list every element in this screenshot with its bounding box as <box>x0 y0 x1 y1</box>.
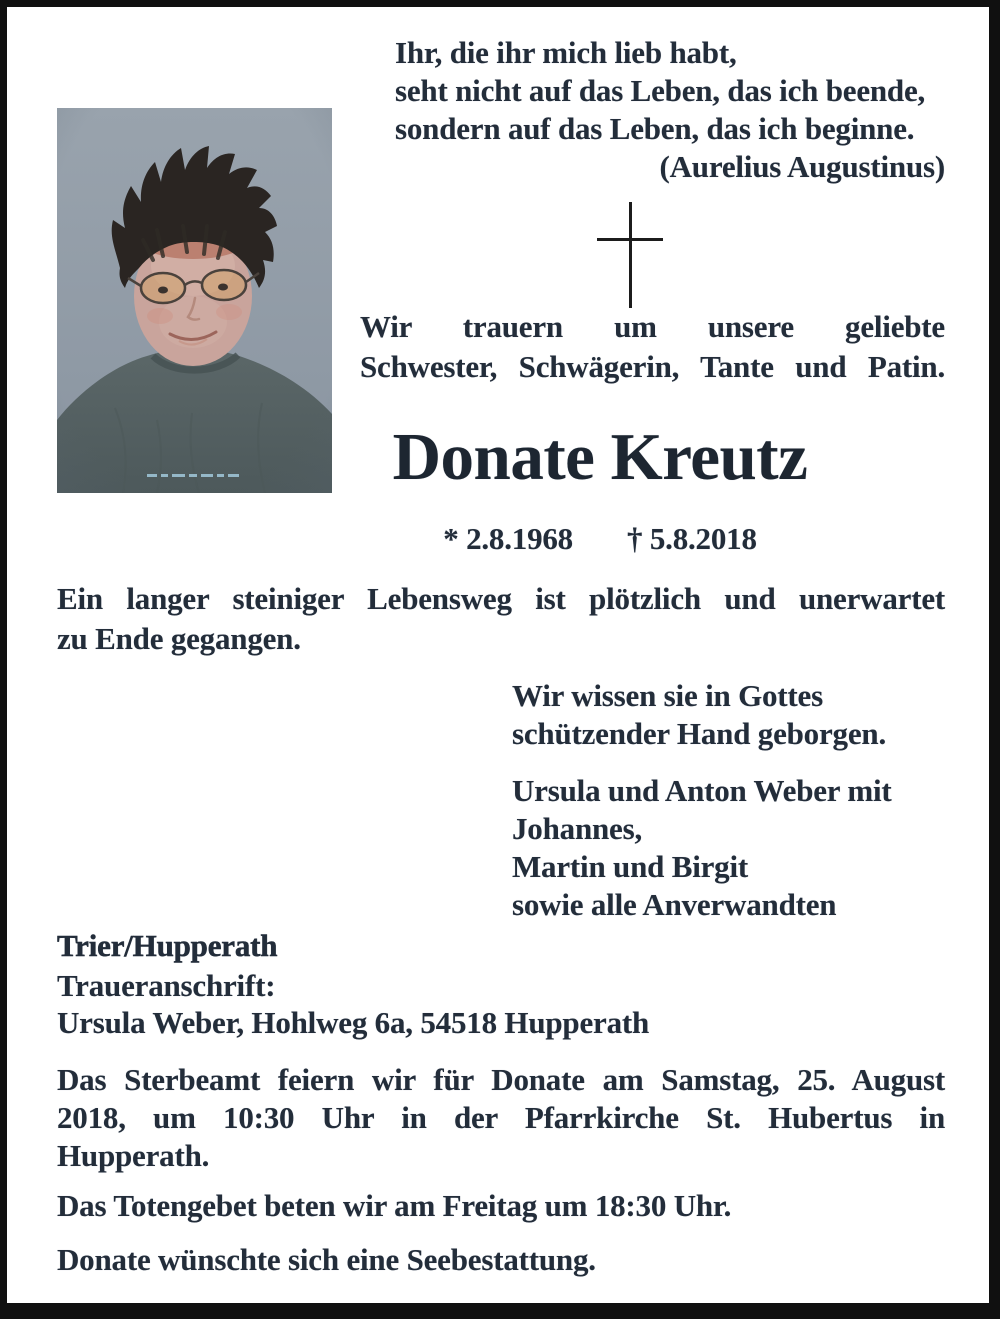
funeral-mass-line-3: Hupperath. <box>57 1138 210 1173</box>
location: Trier/Hupperath <box>57 928 278 963</box>
life-path-line-2: zu Ende gegangen. <box>57 621 301 656</box>
birth-date: * 2.8.1968 <box>443 521 573 556</box>
quote-line-1: Ihr, die ihr mich lieb habt, <box>395 35 737 70</box>
mourning-line-2: Schwester, Schwägerin, Tante und Patin. <box>360 349 945 384</box>
funeral-mass-line-1: Das Sterbeamt feiern wir für Donate am Samstag, 25. August <box>57 1062 945 1097</box>
cross-icon <box>595 200 665 310</box>
life-path-paragraph <box>57 579 945 659</box>
mourning-statement <box>360 307 945 387</box>
condolence-label: Traueranschrift: <box>57 968 276 1003</box>
quote-line-3: sondern auf das Leben, das ich beginne. <box>395 111 915 146</box>
consolation-line-2: schützender Hand geborgen. <box>512 716 886 751</box>
mourners-line-3: Martin und Birgit <box>512 849 749 884</box>
prayer-line: Das Totengebet beten wir am Freitag um 18:30 Uhr. <box>57 1188 732 1223</box>
burial-wish-line: Donate wünschte sich eine Seebestattung. <box>57 1242 596 1277</box>
deceased-name: Donate Kreutz <box>392 420 808 494</box>
mourners-line-1: Ursula und Anton Weber mit <box>512 773 892 808</box>
quote-line-2: seht nicht auf das Leben, das ich beende, <box>395 73 926 108</box>
life-dates <box>258 520 942 558</box>
quote-block <box>395 34 945 186</box>
mourners-line-4: sowie alle Anverwandten <box>512 887 837 922</box>
mourners-list <box>512 772 945 924</box>
funeral-mass-line-2: 2018, um 10:30 Uhr in der Pfarrkirche St. Hubertus in <box>57 1100 945 1135</box>
mourners-line-2: Johannes, <box>512 811 642 846</box>
death-date: † 5.8.2018 <box>627 521 757 556</box>
cross-horizontal-bar <box>597 238 663 241</box>
funeral-mass-paragraph <box>57 1061 945 1175</box>
condolence-address: Ursula Weber, Hohlweg 6a, 54518 Hupperath <box>57 1005 650 1040</box>
quote-attribution: (Aurelius Augustinus) <box>659 149 945 184</box>
consolation-paragraph <box>512 677 945 753</box>
life-path-line-1: Ein langer steiniger Lebensweg ist plötzlich und unerwartet <box>57 581 945 616</box>
mourning-line-1: Wir trauern um unsere geliebte <box>360 309 945 344</box>
cross-vertical-bar <box>629 202 632 308</box>
consolation-line-1: Wir wissen sie in Gottes <box>512 678 823 713</box>
